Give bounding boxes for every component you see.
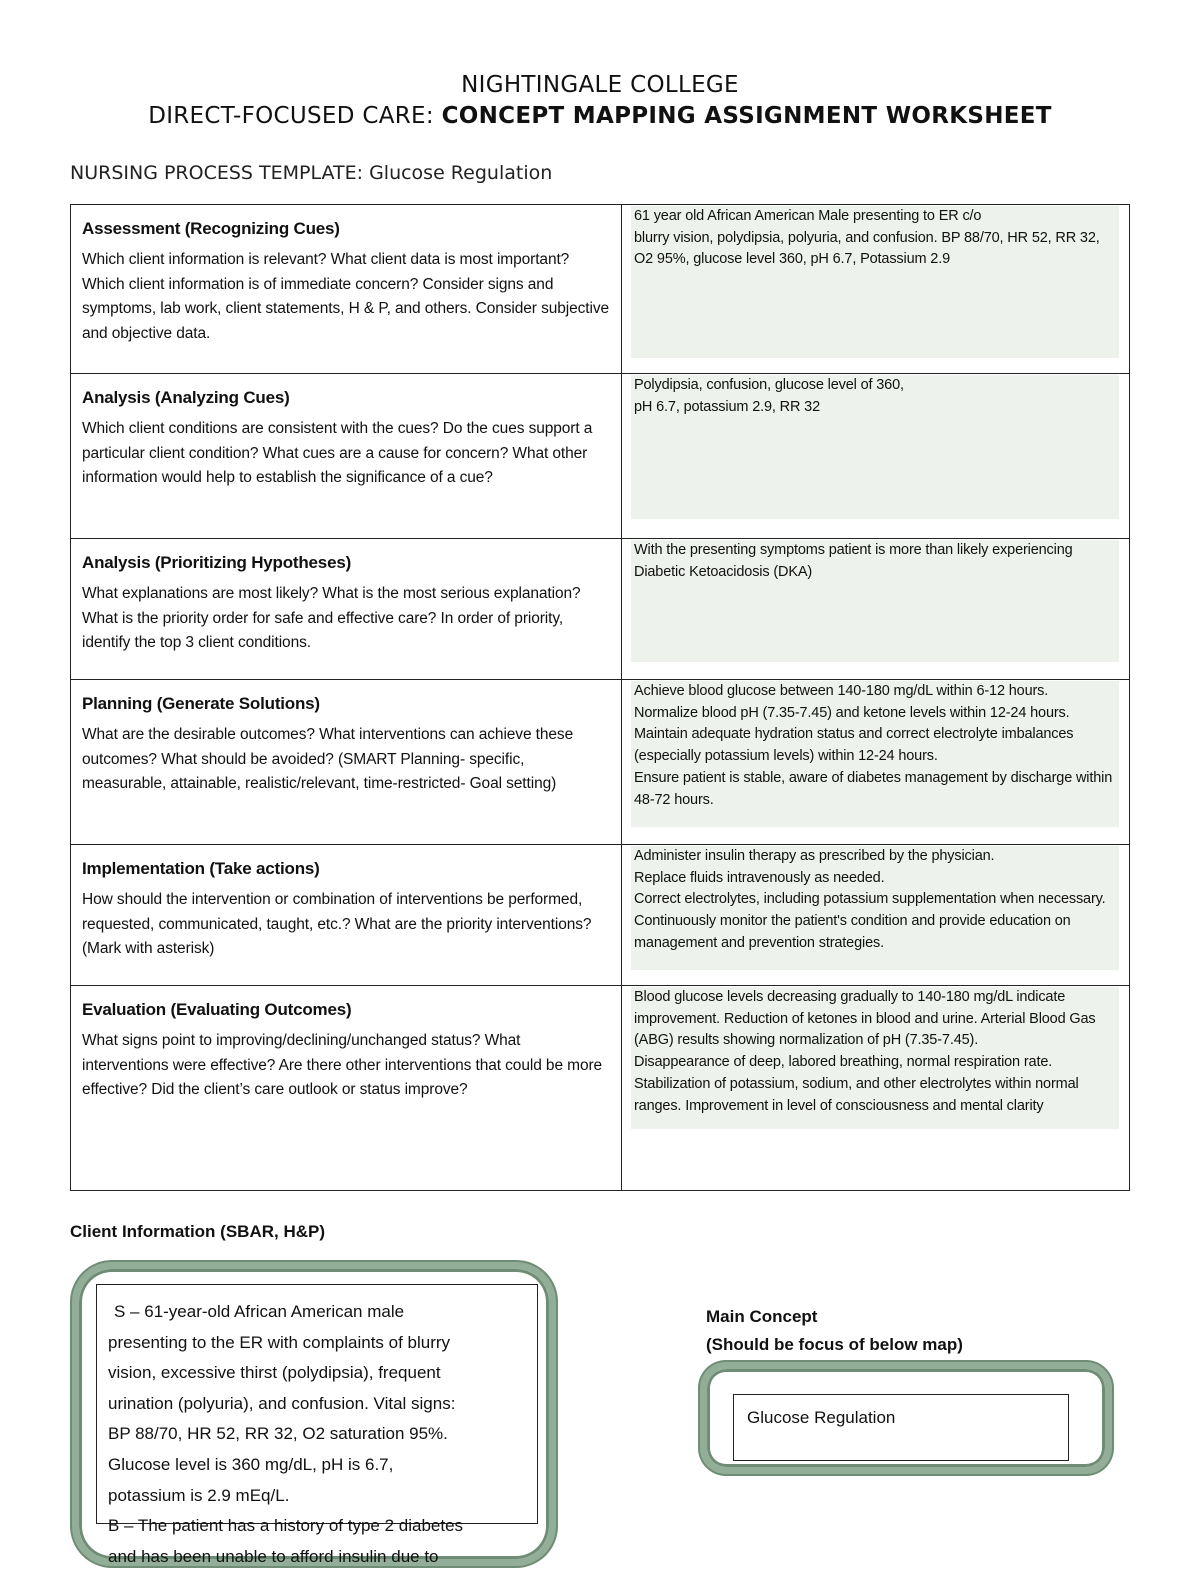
step-title: Planning (Generate Solutions) — [82, 694, 320, 713]
answer-line: Achieve blood glucose between 140-180 mg/dL within 6-12 hours. — [634, 683, 1049, 699]
client-info-label: Client Information (SBAR, H&P) — [70, 1222, 325, 1241]
template-title: NURSING PROCESS TEMPLATE: Glucose Regulation — [70, 162, 553, 184]
answer-line: Blood glucose levels decreasing gradually to 140-180 mg/dL indicate improvement. Reduction of ketones in blood and urine. Arterial Blood Gas (ABG) results showing normalization of pH (7.35-7.45). — [634, 989, 1096, 1049]
step-question: Which client conditions are consistent with the cues? Do the cues support a particular client condition? What cues are a cause for concern? What other information would help to establish the significance of a cue? — [82, 420, 593, 486]
answer-cell[interactable] — [622, 205, 1130, 374]
answer-cell[interactable] — [622, 845, 1130, 986]
course-prefix: DIRECT-FOCUSED CARE: — [148, 103, 434, 129]
answer-line: Stabilization of potassium, sodium, and other electrolytes within normal ranges. Improvement in level of consciousness and mental clarity — [634, 1075, 1079, 1114]
worksheet-title — [0, 103, 1200, 129]
step-cell — [71, 205, 622, 374]
step-cell — [71, 680, 622, 845]
answer-line: 61 year old African American Male presenting to ER c/o — [634, 208, 982, 224]
answer-cell[interactable] — [622, 680, 1130, 845]
answer-line: Continuously monitor the patient's condition and provide education on management and prevention strategies. — [634, 913, 1071, 951]
answer-line: Normalize blood pH (7.35-7.45) and ketone levels within 12-24 hours. — [634, 704, 1070, 721]
step-title: Analysis (Analyzing Cues) — [82, 388, 290, 407]
answer-field[interactable] — [631, 987, 1119, 1129]
main-concept-label — [706, 1303, 963, 1359]
answer-line: Maintain adequate hydration status and correct electrolyte imbalances (especially potassium levels) within 12-24 hours. — [634, 726, 1074, 765]
answer-line: pH 6.7, potassium 2.9, RR 32 — [634, 398, 821, 415]
answer-field[interactable] — [631, 846, 1119, 970]
sbar-line: Glucose level is 360 mg/dL, pH is 6.7, — [108, 1454, 394, 1474]
answer-cell[interactable] — [622, 374, 1130, 539]
sbar-line: potassium is 2.9 mEq/L. — [108, 1485, 290, 1505]
answer-field[interactable] — [631, 375, 1119, 519]
step-cell — [71, 845, 622, 986]
main-concept-value: Glucose Regulation — [747, 1408, 896, 1427]
step-title: Assessment (Recognizing Cues) — [82, 219, 340, 238]
table-row — [71, 986, 1130, 1191]
answer-cell[interactable] — [622, 539, 1130, 680]
step-question: Which client information is relevant? What client data is most important? Which client information is of immediate concern? Consider signs and symptoms, lab work, client statements, H & P, and others. Consider subjective and objective data. — [82, 251, 609, 342]
sbar-line: S – 61-year-old African American male — [114, 1302, 405, 1321]
step-question: What are the desirable outcomes? What interventions can achieve these outcomes? What should be avoided? (SMART Planning- specific, measurable, attainable, realistic/relevant, time-restricted- Goal setting) — [82, 726, 574, 792]
sbar-line: BP 88/70, HR 52, RR 32, O2 saturation 95%. — [108, 1424, 448, 1444]
sbar-line: B – The patient has a history of type 2 diabetes — [108, 1516, 464, 1536]
answer-line: Disappearance of deep, labored breathing, normal respiration rate. — [634, 1054, 1053, 1071]
table-row — [71, 205, 1130, 374]
step-cell — [71, 374, 622, 539]
answer-cell[interactable] — [622, 986, 1130, 1191]
answer-line: Administer insulin therapy as prescribed by the physician. — [634, 848, 995, 864]
institution-title: NIGHTINGALE COLLEGE — [461, 72, 739, 98]
step-cell — [71, 986, 622, 1191]
answer-line: Replace fluids intravenously as needed. — [634, 869, 885, 886]
answer-field[interactable] — [631, 206, 1119, 358]
sbar-line: presenting to the ER with complaints of blurry — [108, 1332, 451, 1352]
step-title: Analysis (Prioritizing Hypotheses) — [82, 553, 352, 572]
table-row — [71, 845, 1130, 986]
nursing-process-table — [70, 204, 1130, 1191]
step-question: What explanations are most likely? What is the most serious explanation? What is the priority order for safe and effective care? In order of priority, identify the top 3 client conditions. — [82, 585, 581, 651]
main-concept-heading: Main Concept — [706, 1307, 818, 1326]
answer-line: Correct electrolytes, including potassium supplementation when necessary. — [634, 891, 1106, 908]
step-question: What signs point to improving/declining/unchanged status? What interventions were effective? Are there other interventions that could be more effective? Did the client’s care outlook or status improve? — [82, 1032, 603, 1098]
main-concept-note: (Should be focus of below map) — [706, 1335, 963, 1354]
sbar-line: and has been unable to afford insulin due to — [108, 1546, 439, 1566]
answer-line: With the presenting symptoms patient is more than likely experiencing Diabetic Ketoacidosis (DKA) — [634, 542, 1073, 580]
step-title: Evaluation (Evaluating Outcomes) — [82, 1000, 352, 1019]
answer-line: Polydipsia, confusion, glucose level of 360, — [634, 377, 904, 393]
step-question: How should the intervention or combination of interventions be performed, requested, communicated, taught, etc.? What are the priority interventions? (Mark with asterisk) — [82, 891, 592, 957]
sbar-line: vision, excessive thirst (polydipsia), frequent — [108, 1363, 441, 1383]
table-row — [71, 374, 1130, 539]
step-cell — [71, 539, 622, 680]
worksheet-name: CONCEPT MAPPING ASSIGNMENT WORKSHEET — [441, 103, 1052, 129]
step-title: Implementation (Take actions) — [82, 859, 320, 878]
sbar-line: urination (polyuria), and confusion. Vital signs: — [108, 1393, 456, 1413]
answer-field[interactable] — [631, 681, 1119, 827]
sbar-text — [108, 1297, 528, 1572]
answer-line: blurry vision, polydipsia, polyuria, and confusion. BP 88/70, HR 52, RR 32, O2 95%, glucose level 360, pH 6.7, Potassium 2.9 — [634, 229, 1100, 268]
answer-line: Ensure patient is stable, aware of diabetes management by discharge within 48-72 hours. — [634, 769, 1113, 808]
table-row — [71, 680, 1130, 845]
answer-field[interactable] — [631, 540, 1119, 662]
table-row — [71, 539, 1130, 680]
